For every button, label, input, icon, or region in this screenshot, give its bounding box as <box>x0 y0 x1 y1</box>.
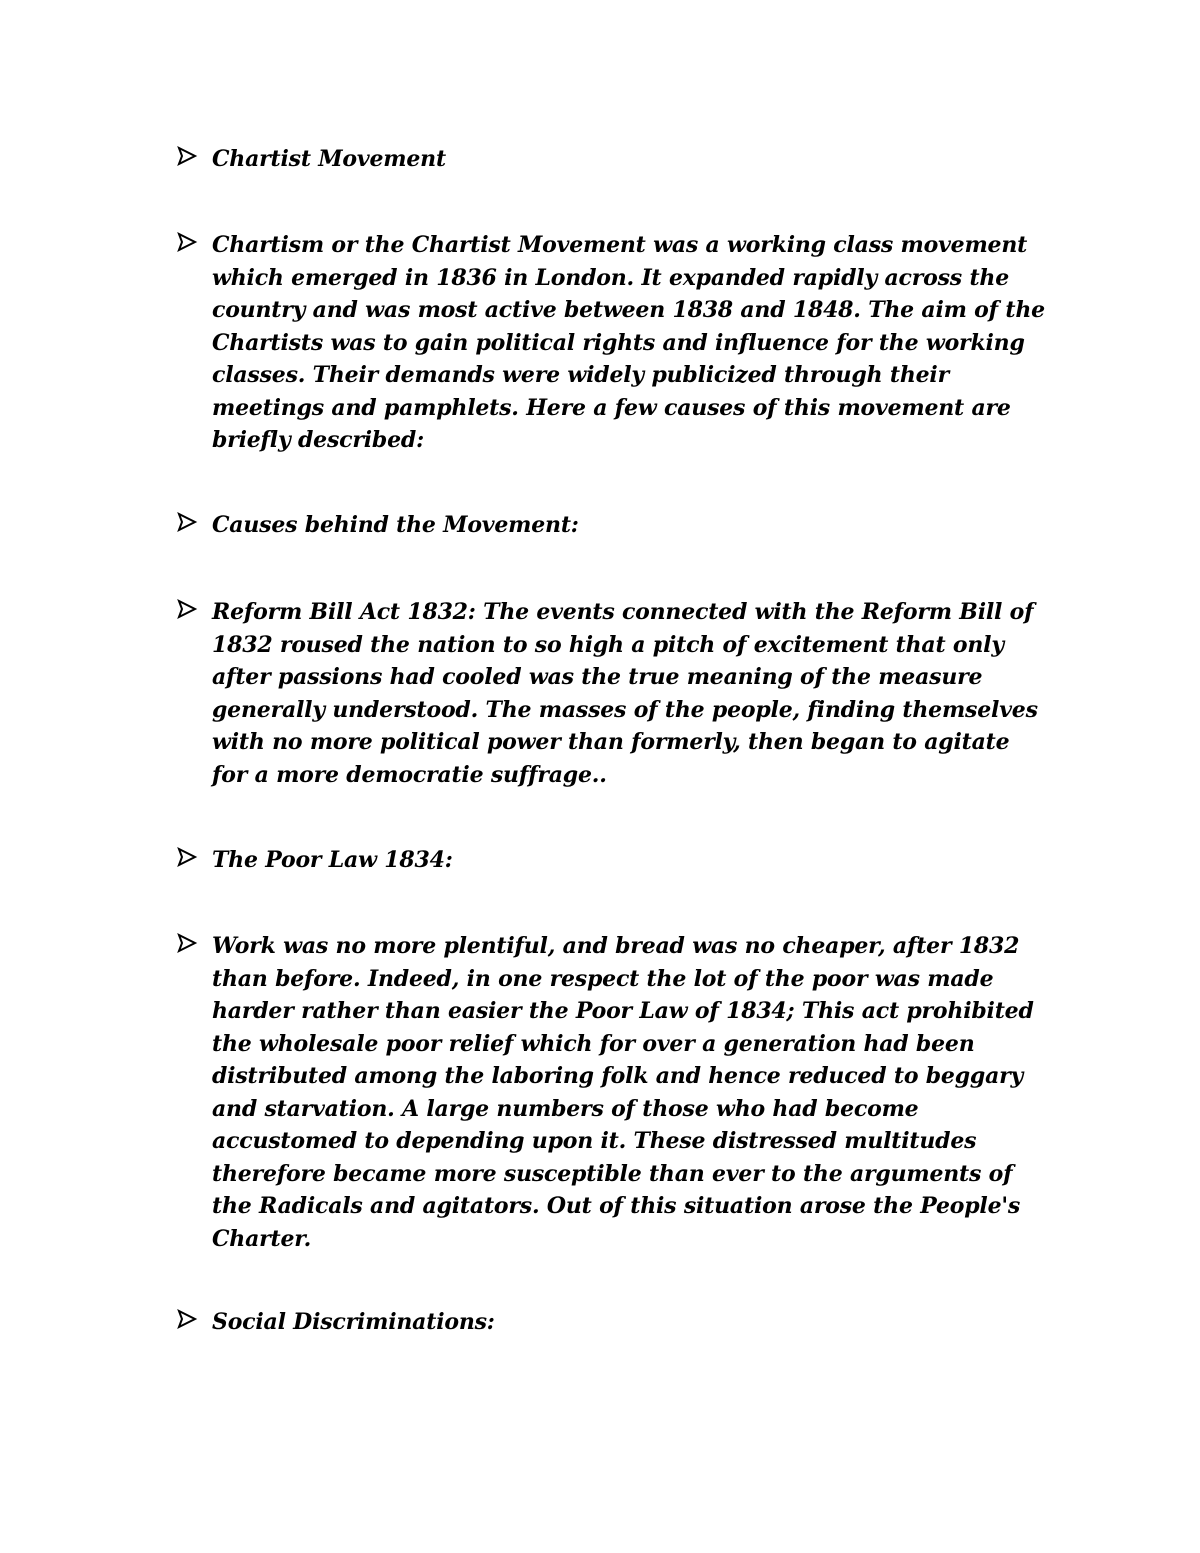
bullet-heading-social-discriminations <box>176 1306 1076 1339</box>
bullet-text: Chartism or the Chartist Movement was a working class movement which emerged in 1836 in London. It expanded rapidly across the country and was most active between 1838 and 1848. The aim of the Chartists was to gain political rights and influence for the working classes. Their demands were widely publicized through their meetings and pamphlets. Here a few causes of this movement are briefly described: <box>212 232 1045 453</box>
bullet-text: Work was no more plentiful, and bread was no cheaper, after 1832 than before. Indeed, in one respect the lot of the poor was made harder rather than easier the Poor Law of 1834; This act prohibited the wholesale poor relief which for over a generation had been distributed among the laboring folk and hence reduced to beggary and starvation. A large numbers of those who had become accustomed to depending upon it. These distressed multitudes therefore became more susceptible than ever to the arguments of the Radicals and agitators. Out of this situation arose the People's Charter. <box>212 933 1034 1252</box>
bullet-paragraph-reform-bill <box>176 596 1076 791</box>
bullet-text: Chartist Movement <box>212 146 446 172</box>
arrow-bullet-icon <box>176 932 198 954</box>
bullet-paragraph-chartism-intro <box>176 229 1076 457</box>
arrow-bullet-icon <box>176 1308 198 1330</box>
bullet-heading-poor-law <box>176 844 1076 877</box>
bullet-text: Social Discriminations: <box>212 1309 495 1335</box>
arrow-bullet-icon <box>176 231 198 253</box>
arrow-bullet-icon <box>176 598 198 620</box>
bullet-heading-causes <box>176 509 1076 542</box>
bullet-text: The Poor Law 1834: <box>212 847 453 873</box>
bullet-text: Causes behind the Movement: <box>212 512 579 538</box>
bullet-paragraph-poor-law <box>176 930 1076 1255</box>
arrow-bullet-icon <box>176 846 198 868</box>
arrow-bullet-icon <box>176 145 198 167</box>
arrow-bullet-icon <box>176 511 198 533</box>
bullet-text: Reform Bill Act 1832: The events connected with the Reform Bill of 1832 roused the nation to so high a pitch of excitement that only after passions had cooled was the true meaning of the measure generally understood. The masses of the people, finding themselves with no more political power than formerly, then began to agitate for a more democratie suffrage.. <box>212 599 1038 788</box>
bullet-heading-chartist-movement <box>176 143 1076 176</box>
